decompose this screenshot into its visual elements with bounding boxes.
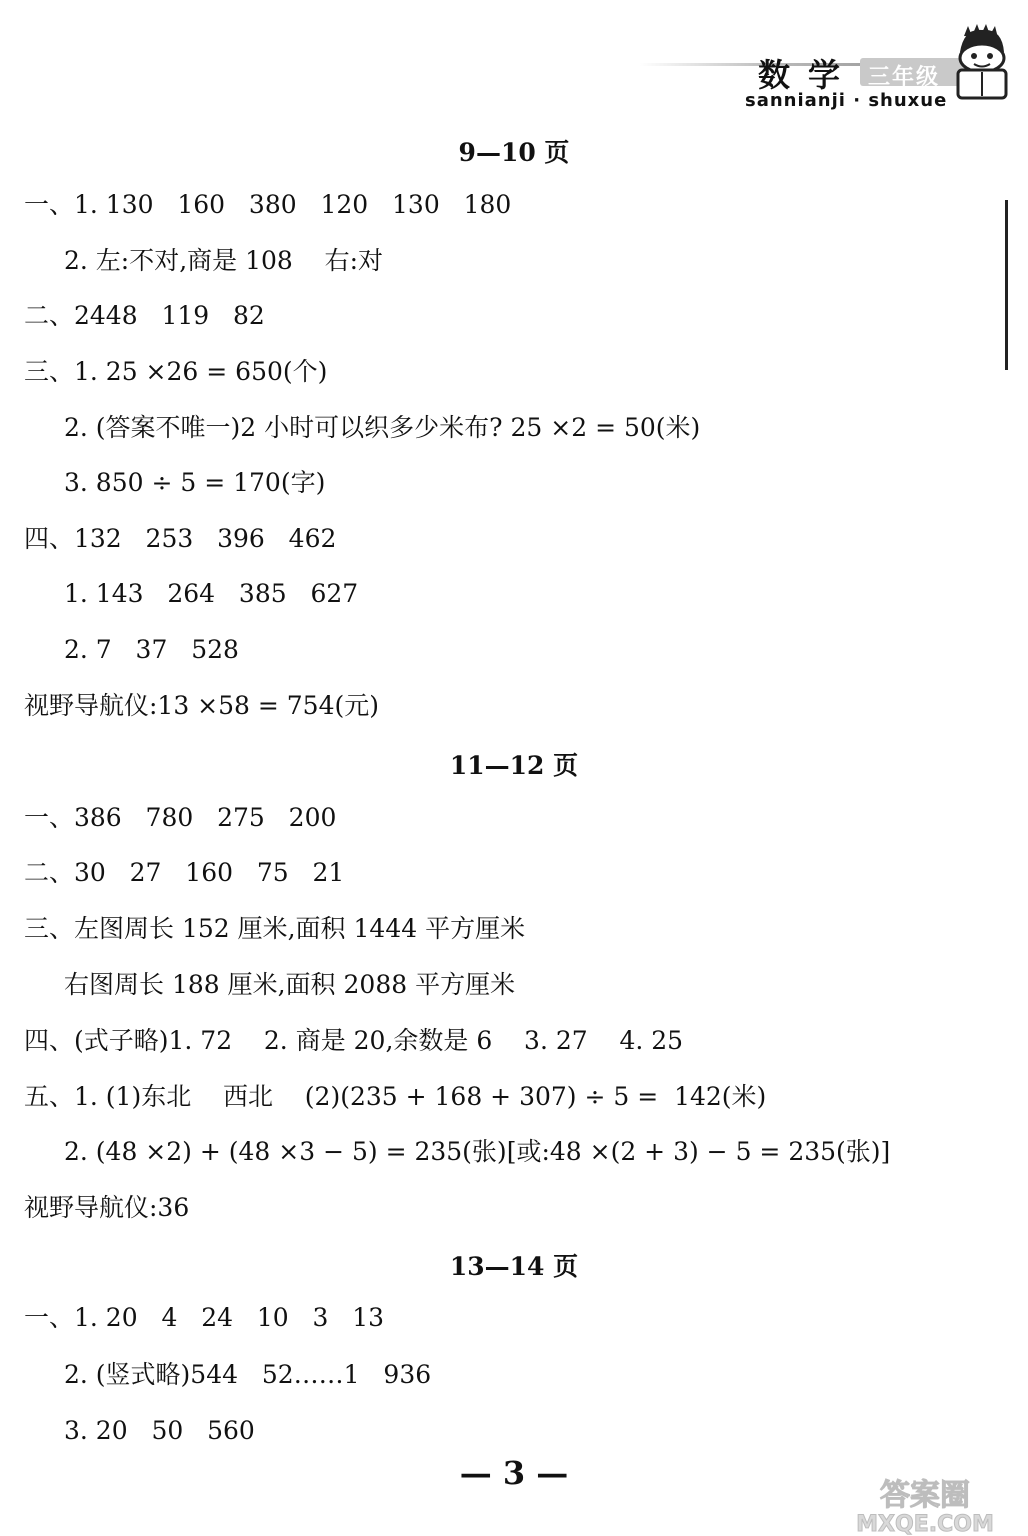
answer-line: 二、2448 119 82 [24,301,265,330]
answer-line: 四、(式子略)1. 72 2. 商是 20,余数是 6 3. 27 4. 25 [24,1026,684,1055]
answer-line: 2. 左:不对,商是 108 右:对 [64,246,384,275]
answer-line: 1. 143 264 385 627 [64,579,359,608]
answer-line: 2. (竖式略)544 52……1 936 [64,1360,432,1389]
grade-badge: 三年级 [868,65,941,90]
page-header [0,0,1028,120]
answer-line: 2. (答案不唯一)2 小时可以织多少米布? 25 ×2 = 50(米) [64,413,701,442]
page-number: — 3 — [459,1454,569,1492]
answer-line: 五、1. (1)东北 西北 (2)(235 + 168 + 307) ÷ 5 = 142(米) [24,1082,767,1111]
watermark-text-bottom: MXQE.COM [856,1512,994,1535]
section-title: 13—14 页 [449,1252,579,1281]
answer-line: 一、386 780 275 200 [24,803,337,832]
section-title: 11—12 页 [449,751,579,780]
answer-line: 一、1. 20 4 24 10 3 13 [24,1303,385,1332]
watermark-logo [830,1475,1020,1535]
answer-line: 右图周长 188 厘米,面积 2088 平方厘米 [64,970,516,999]
answer-line: 2. 7 37 528 [64,635,239,664]
answer-line: 视野导航仪:36 [24,1193,190,1222]
mascot-icon [950,22,1012,102]
answer-line: 二、30 27 160 75 21 [24,858,345,887]
answer-line: 2. (48 ×2) + (48 ×3 − 5) = 235(张)[或:48 ×(2 + 3) − 5 = 235(张)] [64,1137,891,1166]
pinyin-label: sannianji · shuxue [745,90,948,111]
section-title: 9—10 页 [458,138,570,167]
answer-line: 三、1. 25 ×26 = 650(个) [24,357,328,386]
answer-line: 三、左图周长 152 厘米,面积 1444 平方厘米 [24,914,526,943]
answer-line: 视野导航仪:13 ×58 = 754(元) [24,691,380,720]
margin-mark [1005,200,1008,370]
answer-line: 一、1. 130 160 380 120 130 180 [24,190,512,219]
watermark-text-top: 答案圈 [880,1478,970,1513]
answer-line: 四、132 253 396 462 [24,524,337,553]
answer-line: 3. 20 50 560 [64,1416,255,1445]
subject-label: 数学 [758,56,859,94]
answer-line: 3. 850 ÷ 5 = 170(字) [64,468,326,497]
